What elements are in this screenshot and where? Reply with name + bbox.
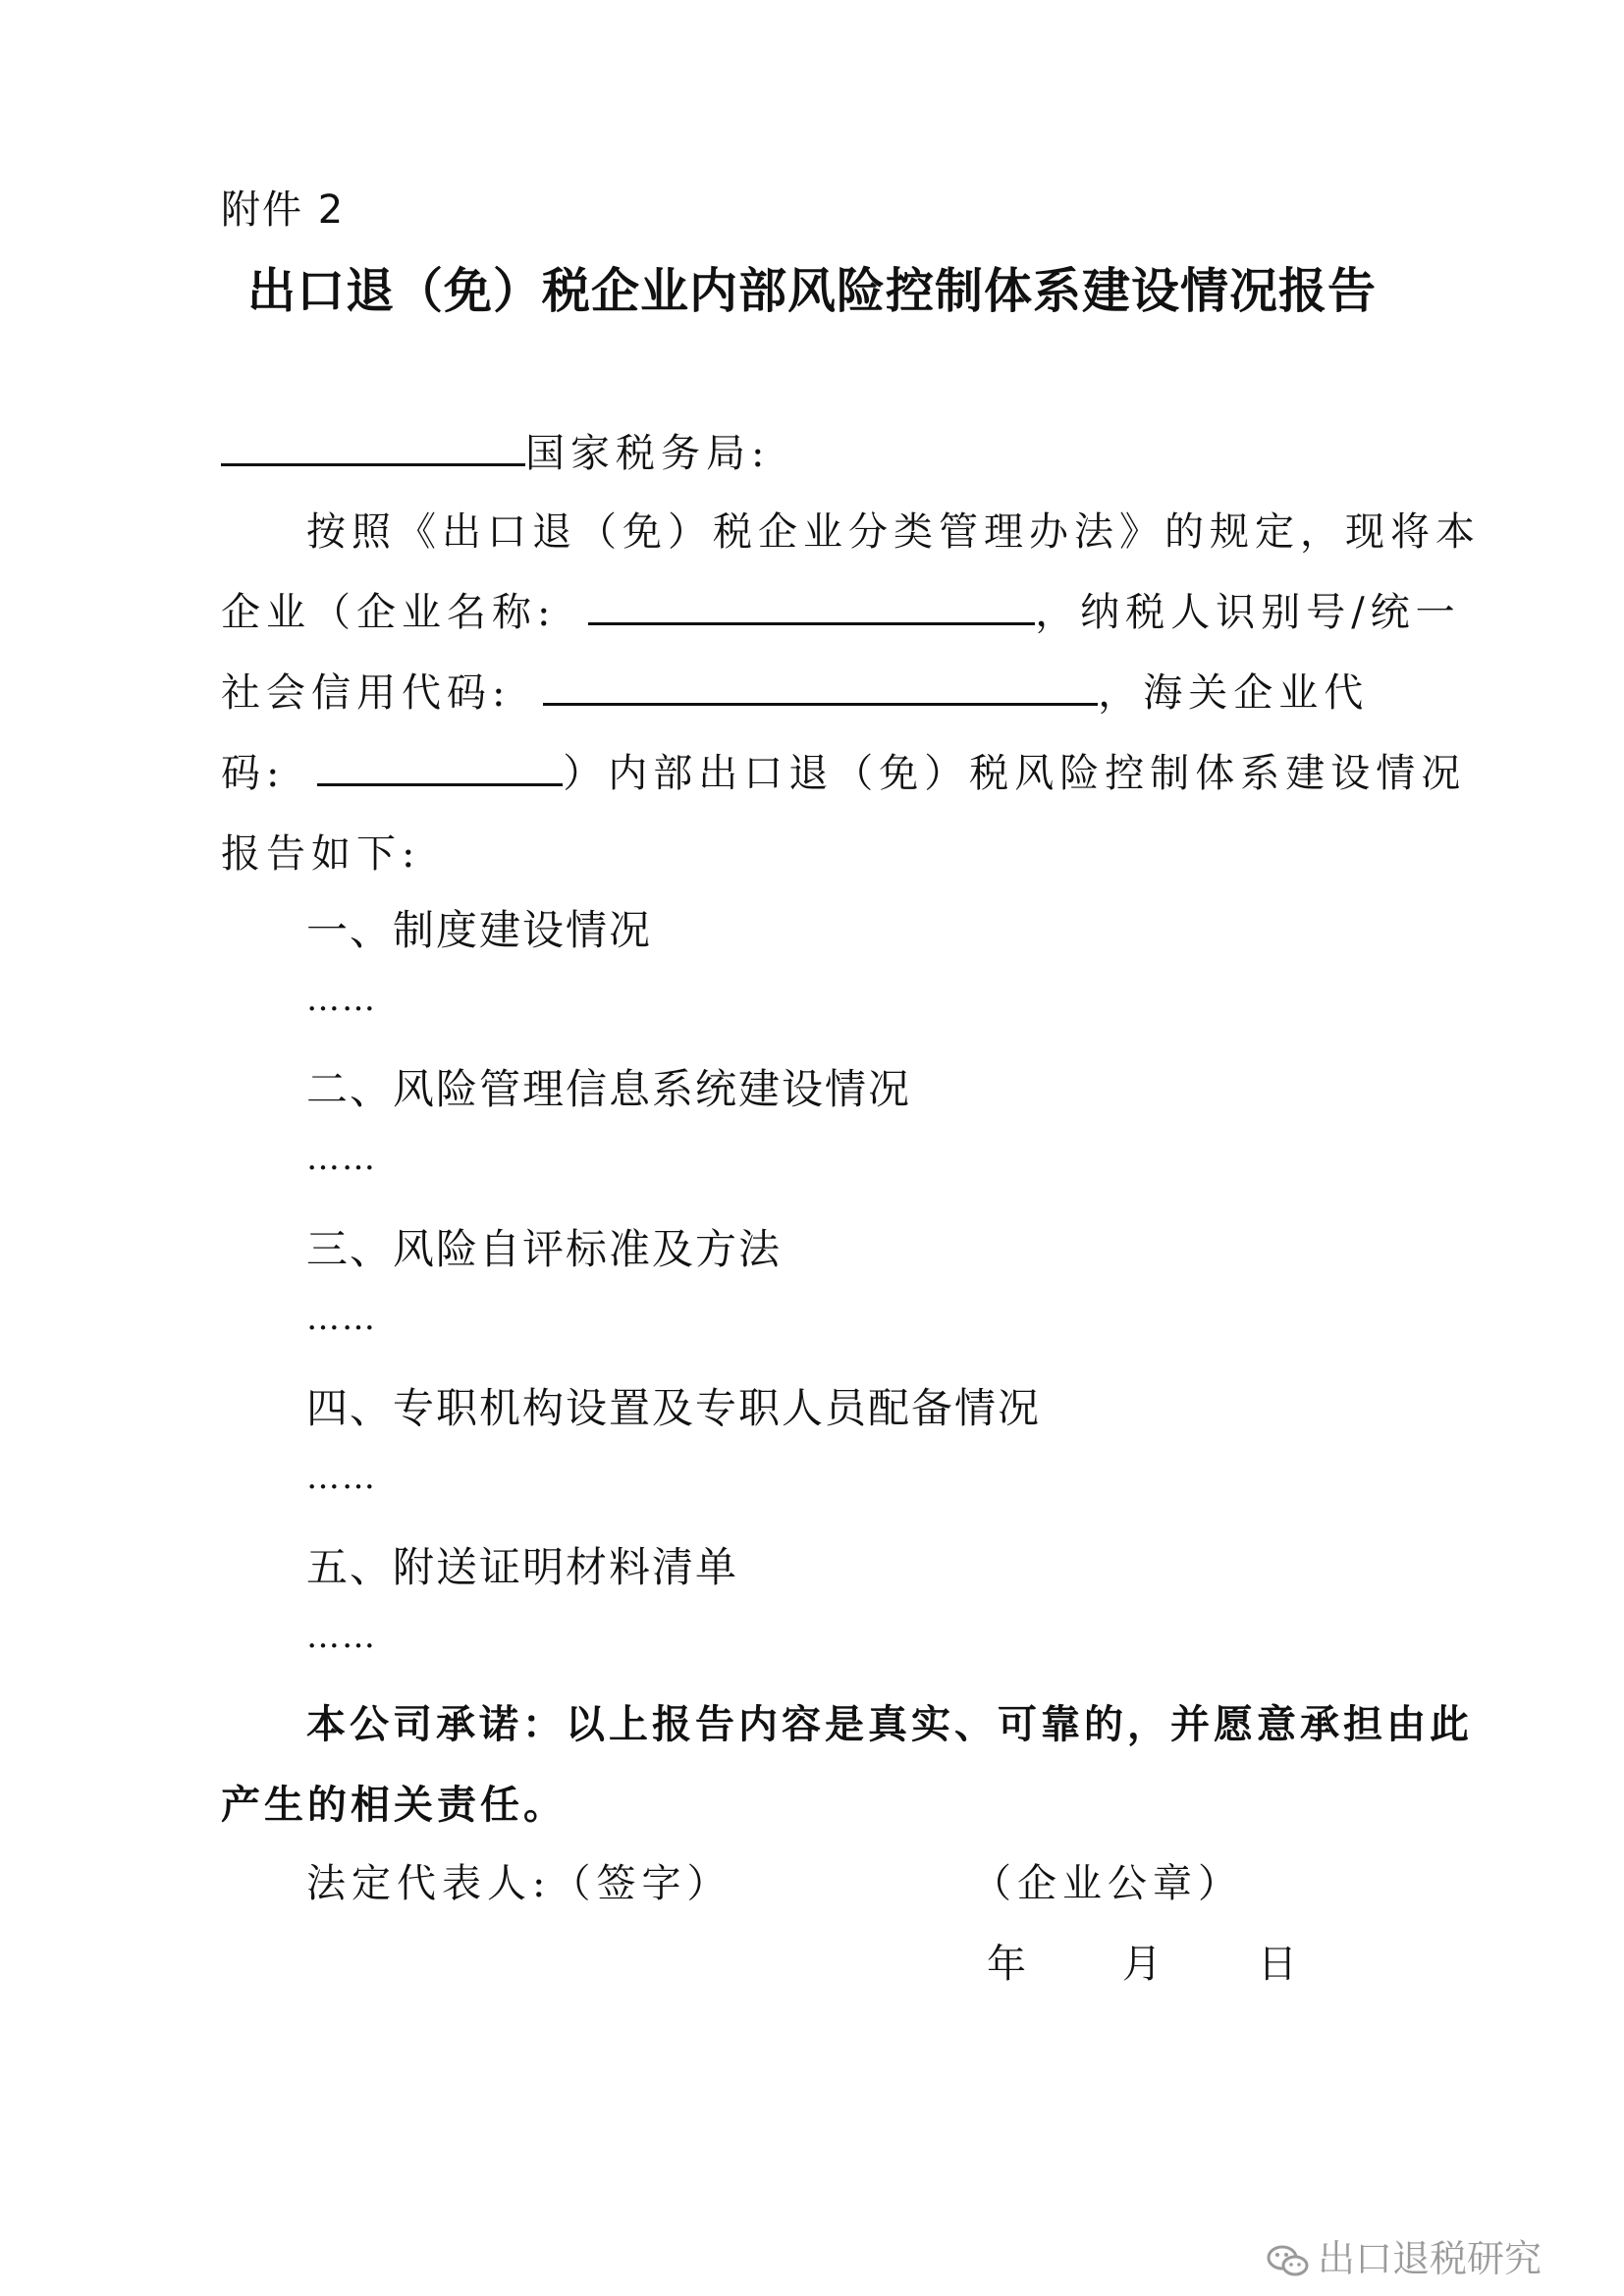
paragraph-line-2: [221, 581, 1461, 637]
section-heading-4: 四、专职机构设置及专职人员配备情况: [306, 1384, 1042, 1432]
credit-code-label: 社会信用代码:: [221, 670, 512, 716]
document-title: 出口退（免）税企业内部风险控制体系建设情况报告: [246, 263, 1377, 319]
addressee-suffix: 国家税务局:: [525, 431, 771, 476]
customs-code-label: ，海关企业代: [1098, 670, 1370, 716]
customs-code-label-cont: 码:: [221, 751, 286, 796]
customs-code-blank[interactable]: [317, 750, 563, 786]
section-dots-3: ……: [306, 1299, 377, 1338]
signature-date: 年 月 日: [987, 1942, 1303, 1987]
watermark: [1267, 2228, 1542, 2282]
watermark-text: 出口退税研究: [1318, 2237, 1543, 2280]
credit-code-blank[interactable]: [543, 669, 1098, 706]
commitment-line-2: 产生的相关责任。: [221, 1783, 567, 1828]
paragraph-line-5: 报告如下:: [221, 831, 421, 877]
paragraph-line-3: [221, 662, 1369, 718]
company-name-blank[interactable]: [588, 589, 1035, 625]
company-name-label: 企业（企业名称:: [221, 590, 557, 635]
section-heading-1: 一、制度建设情况: [306, 906, 653, 954]
tax-bureau-blank[interactable]: [221, 430, 525, 466]
company-seal: （企业公章）: [972, 1861, 1243, 1906]
legal-rep-signature: 法定代表人:（签字）: [306, 1861, 732, 1906]
section-dots-5: ……: [306, 1617, 377, 1656]
paragraph-line-4-text: ）内部出口退（免）税风险控制体系建设情况: [563, 751, 1467, 796]
wechat-icon: [1267, 2244, 1310, 2279]
commitment-line-1: 本公司承诺：以上报告内容是真实、可靠的，并愿意承担由此: [306, 1702, 1473, 1747]
section-dots-1: ……: [306, 980, 377, 1019]
attachment-label: 附件 2: [221, 187, 346, 233]
taxpayer-id-label: ，纳税人识别号/统一: [1035, 590, 1461, 635]
section-heading-5: 五、附送证明材料清单: [306, 1543, 739, 1591]
addressee-line: [221, 422, 770, 478]
section-dots-2: ……: [306, 1139, 377, 1178]
paragraph-line-1: 按照《出口退（免）税企业分类管理办法》的规定，现将本: [306, 509, 1481, 555]
section-heading-3: 三、风险自评标准及方法: [306, 1225, 783, 1273]
section-dots-4: ……: [306, 1458, 377, 1497]
paragraph-line-4: [221, 742, 1466, 798]
section-heading-2: 二、风险管理信息系统建设情况: [306, 1065, 912, 1113]
